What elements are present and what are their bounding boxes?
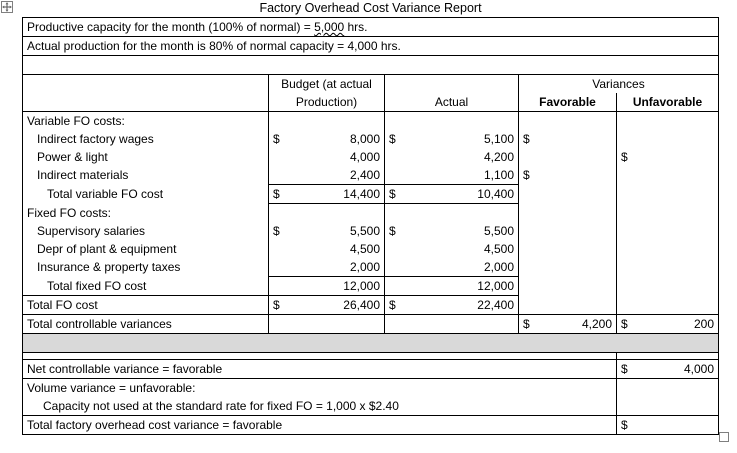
- table-row: Indirect materials 2,400 1,100 $: [23, 166, 719, 185]
- capacity-unused-row: Capacity not used at the standard rate for fixed FO = 1,000 x $2.40: [23, 397, 719, 416]
- column-header-row-2: [23, 93, 719, 112]
- table-row: Supervisory salaries $ 5,500 $ 5,500: [23, 222, 719, 240]
- table-row: Insurance & property taxes 2,000 2,000: [23, 258, 719, 277]
- unfavorable-header: Unfavorable: [617, 93, 719, 112]
- spacer-row: [23, 353, 719, 360]
- volume-variance-row: Volume variance = unfavorable:: [23, 379, 719, 398]
- fixed-heading-row: [23, 204, 719, 223]
- controllable-row: Total controllable variances $ 4,200 $ 200: [23, 315, 719, 334]
- move-arrows-icon: [2, 2, 12, 12]
- capacity-value: 5,000: [314, 20, 345, 34]
- column-header-row-1: [23, 75, 719, 94]
- total-fo-row: Total FO cost $ 26,400 $ 22,400: [23, 296, 719, 315]
- table-row: Indirect factory wages $ 8,000 $ 5,100 $: [23, 130, 719, 148]
- variances-header: Variances: [519, 75, 719, 94]
- actual-production-row: [23, 37, 719, 56]
- table-move-handle[interactable]: [1, 1, 13, 13]
- budget-header-line2: Production): [269, 93, 385, 112]
- report-title: Factory Overhead Cost Variance Report: [259, 1, 482, 15]
- total-variance-row: Total factory overhead cost variance = favorable $: [23, 416, 719, 435]
- table-row: Power & light 4,000 4,200 $: [23, 148, 719, 166]
- table-row: Depr of plant & equipment 4,500 4,500: [23, 240, 719, 258]
- variable-total-row: Total variable FO cost $ 14,400 $ 10,400: [23, 185, 719, 204]
- capacity-line: Productive capacity for the month (100% of normal) = 5,000 hrs.: [23, 18, 719, 37]
- variable-heading-row: [23, 112, 719, 131]
- favorable-header: Favorable: [519, 93, 617, 112]
- fixed-heading: Fixed FO costs:: [23, 204, 269, 223]
- variable-heading: Variable FO costs:: [23, 112, 269, 131]
- net-variance-row: Net controllable variance = favorable $ 4,000: [23, 360, 719, 379]
- fixed-total-row: Total fixed FO cost 12,000 12,000: [23, 277, 719, 296]
- budget-header-line1: Budget (at actual: [269, 75, 385, 94]
- capacity-row: [23, 18, 719, 37]
- actual-header: Actual: [385, 93, 519, 112]
- spacer-row: [23, 56, 719, 75]
- actual-production-line: Actual production for the month is 80% of normal capacity = 4,000 hrs.: [23, 37, 719, 56]
- variance-report-table: [22, 17, 719, 435]
- resize-handle[interactable]: [719, 432, 729, 442]
- separator-band: [23, 334, 719, 353]
